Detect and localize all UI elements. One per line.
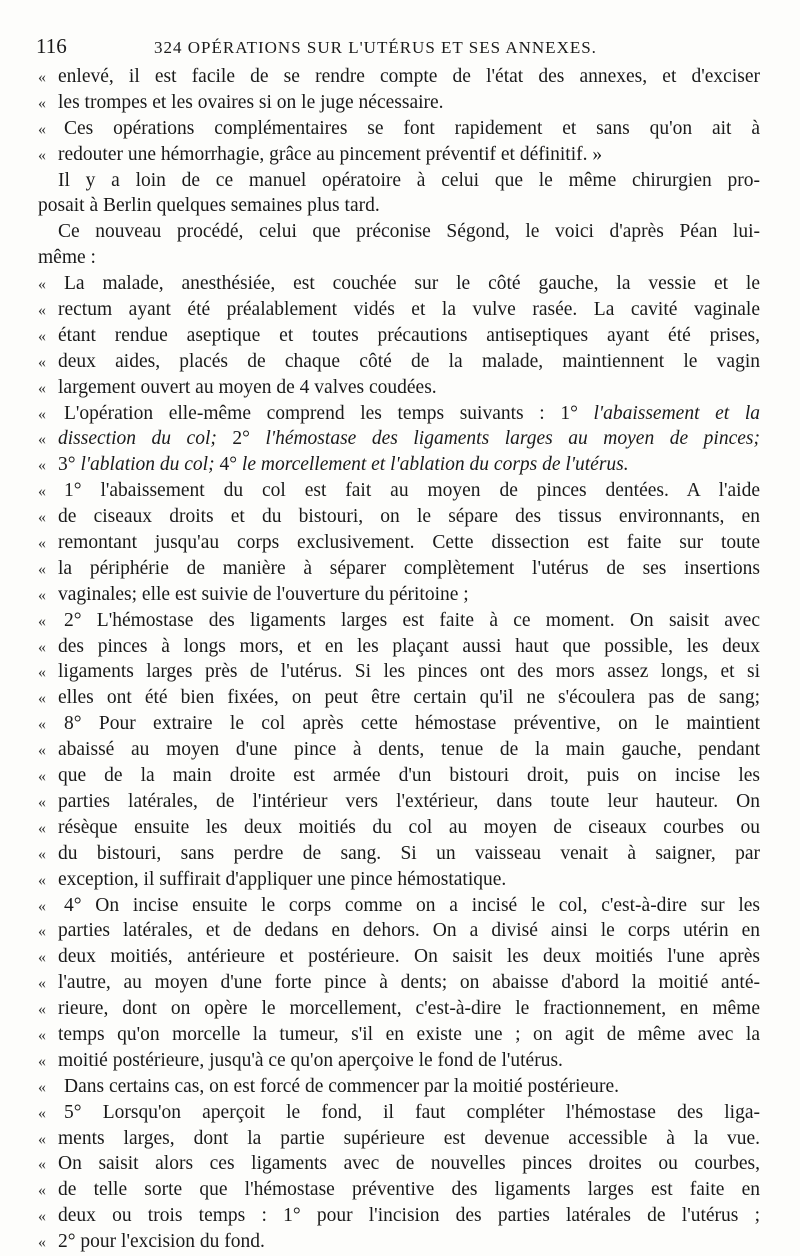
line-text: moitié postérieure, jusqu'à ce qu'on aperçoive le fond de l'utérus. — [58, 1049, 563, 1071]
line-text: remontant jusqu'au corps exclusivement. Cette dissection est faite sur toute — [58, 532, 760, 554]
line-text: 5° Lorsqu'on aperçoit le fond, il faut compléter l'hémostase des liga- — [64, 1101, 760, 1123]
text-line — [38, 1229, 760, 1255]
line-text: deux ou trois temps : 1° pour l'incision des parties latérales de l'utérus ; — [58, 1205, 760, 1227]
quote-mark: « — [38, 1234, 46, 1252]
text-line — [38, 452, 760, 478]
text-line — [38, 426, 760, 452]
text-line — [38, 582, 760, 608]
body-text — [38, 64, 760, 1255]
line-text: de ciseaux droits et du bistouri, on le sépare des tissus environnants, en — [58, 506, 760, 528]
text-line — [38, 659, 760, 685]
text-line — [38, 711, 760, 737]
line-text: Ces opérations complémentaires se font rapidement et sans qu'on ait à — [64, 117, 760, 139]
line-text: étant rendue aseptique et toutes précautions antiseptiques ayant été prises, — [58, 324, 760, 346]
text-line — [38, 297, 760, 323]
quote-mark: « — [38, 949, 46, 967]
text-line — [38, 893, 760, 919]
line-text: ments larges, dont la partie supérieure est devenue accessible à la vue. — [58, 1127, 760, 1149]
line-text: parties latérales, de l'intérieur vers l'extérieur, dans toute leur hauteur. On — [58, 790, 760, 812]
line-text: les trompes et les ovaires si on le juge nécessaire. — [58, 91, 444, 113]
text-line — [38, 323, 760, 349]
line-text: Dans certains cas, on est forcé de commencer par la moitié postérieure. — [64, 1075, 619, 1097]
line-text: des pinces à longs mors, et en les plaçant aussi haut que possible, les deux — [58, 635, 760, 657]
line-text: On saisit alors ces ligaments avec de nouvelles pinces droites ou courbes, — [58, 1153, 760, 1175]
text-line — [38, 815, 760, 841]
text-line — [38, 634, 760, 660]
text-line — [38, 1177, 760, 1203]
quote-mark: « — [38, 353, 46, 371]
text-line — [38, 685, 760, 711]
text-line — [38, 245, 760, 271]
quote-mark: « — [38, 1001, 46, 1019]
line-text: dissection du col; 2° l'hémostase des ligaments larges au moyen de pinces; — [58, 428, 760, 450]
quote-mark: « — [38, 742, 46, 760]
text-line — [38, 116, 760, 142]
quote-mark: « — [38, 845, 46, 863]
quote-mark: « — [38, 146, 46, 164]
text-line — [38, 1203, 760, 1229]
text-line — [38, 64, 760, 90]
line-text: que de la main droite est armée d'un bistouri droit, puis on incise les — [58, 765, 760, 787]
text-line — [38, 970, 760, 996]
text-line — [38, 478, 760, 504]
line-text: L'opération elle-même comprend les temps suivants : 1° l'abaissement et la — [64, 402, 760, 424]
quote-mark: « — [38, 483, 46, 501]
text-line — [38, 1074, 760, 1100]
quote-mark: « — [38, 1208, 46, 1226]
text-line — [38, 1126, 760, 1152]
quote-mark: « — [38, 871, 46, 889]
line-text: du bistouri, sans perdre de sang. Si un vaisseau venait à saigner, par — [58, 842, 760, 864]
line-text: parties latérales, et de dedans en dehors. On a divisé ainsi le corps utérin en — [58, 920, 760, 942]
line-text: temps qu'on morcelle la tumeur, s'il en existe une ; on agit de même avec la — [58, 1023, 760, 1045]
text-line — [38, 504, 760, 530]
text-line — [38, 944, 760, 970]
quote-mark: « — [38, 638, 46, 656]
quote-mark: « — [38, 1182, 46, 1200]
line-text: la périphérie de manière à séparer complètement l'utérus de ses insertions — [58, 557, 760, 579]
text-line — [38, 375, 760, 401]
quote-mark: « — [38, 1026, 46, 1044]
line-text: deux aides, placés de chaque côté de la malade, maintiennent le vagin — [58, 350, 760, 372]
text-line — [38, 763, 760, 789]
text-line — [38, 918, 760, 944]
quote-mark: « — [38, 819, 46, 837]
text-line — [38, 193, 760, 219]
line-text: enlevé, il est facile de se rendre compte de l'état des annexes, et d'exciser — [58, 66, 760, 87]
quote-mark: « — [38, 1156, 46, 1174]
page-number: 116 — [36, 34, 67, 58]
line-text: rieure, dont on opère le morcellement, c'est-à-dire le fractionnement, en même — [58, 998, 760, 1020]
quote-mark: « — [38, 379, 46, 397]
text-line — [38, 608, 760, 634]
quote-mark: « — [38, 768, 46, 786]
text-line — [38, 90, 760, 116]
text-line — [38, 1048, 760, 1074]
quote-mark: « — [38, 975, 46, 993]
quote-mark: « — [38, 535, 46, 553]
quote-mark: « — [38, 1130, 46, 1148]
text-line — [38, 1151, 760, 1177]
page-header — [36, 34, 760, 68]
line-text: ligaments larges près de l'utérus. Si les pinces ont des mors assez longs, et si — [58, 661, 760, 683]
quote-mark: « — [38, 302, 46, 320]
line-text: La malade, anesthésiée, est couchée sur le côté gauche, la vessie et le — [64, 273, 760, 295]
line-text: largement ouvert au moyen de 4 valves coudées. — [58, 376, 437, 398]
line-text: elles ont été bien fixées, on peut être certain qu'il ne s'écoulera pas de sang; — [58, 687, 760, 709]
quote-mark: « — [38, 327, 46, 345]
text-line — [38, 789, 760, 815]
text-line — [38, 841, 760, 867]
quote-mark: « — [38, 1052, 46, 1070]
line-text: Il y a loin de ce manuel opératoire à celui que le même chirurgien pro- — [58, 169, 760, 191]
line-text: Ce nouveau procédé, celui que préconise Ségond, le voici d'après Péan lui- — [58, 221, 760, 243]
text-line — [38, 1022, 760, 1048]
text-line — [38, 530, 760, 556]
line-text: 4° On incise ensuite le corps comme on a incisé le col, c'est-à-dire sur les — [64, 894, 760, 916]
quote-mark: « — [38, 612, 46, 630]
quote-mark: « — [38, 457, 46, 475]
line-text: 1° l'abaissement du col est fait au moyen de pinces dentées. A l'aide — [64, 480, 760, 502]
text-line — [38, 219, 760, 245]
line-text: de telle sorte que l'hémostase préventive des ligaments larges est faite en — [58, 1179, 760, 1201]
line-text: redouter une hémorrhagie, grâce au pincement préventif et définitif. » — [58, 143, 603, 165]
line-text: même : — [38, 247, 96, 269]
line-text: résèque ensuite les deux moitiés du col au moyen de ciseaux courbes ou — [58, 816, 760, 838]
quote-mark: « — [38, 793, 46, 811]
line-text: 2° pour l'excision du fond. — [58, 1231, 265, 1253]
quote-mark: « — [38, 1078, 46, 1096]
line-text: abaissé au moyen d'une pince à dents, tenue de la main gauche, pendant — [58, 739, 760, 761]
line-text: vaginales; elle est suivie de l'ouverture du péritoine ; — [58, 583, 469, 605]
line-text: rectum ayant été préalablement vidés et la vulve rasée. La cavité vaginale — [58, 299, 760, 321]
running-title: 324 OPÉRATIONS SUR L'UTÉRUS ET SES ANNEXES. — [154, 38, 597, 57]
text-line — [38, 1100, 760, 1126]
quote-mark: « — [38, 431, 46, 449]
line-text: 8° Pour extraire le col après cette hémostase préventive, on le maintient — [64, 713, 760, 735]
quote-mark: « — [38, 120, 46, 138]
quote-mark: « — [38, 276, 46, 294]
quote-mark: « — [38, 509, 46, 527]
quote-mark: « — [38, 586, 46, 604]
quote-mark: « — [38, 69, 46, 86]
text-line — [38, 142, 760, 168]
quote-mark: « — [38, 560, 46, 578]
text-line — [38, 737, 760, 763]
text-line — [38, 996, 760, 1022]
text-line — [38, 271, 760, 297]
text-line — [38, 401, 760, 427]
line-text: 3° l'ablation du col; 4° le morcellement et l'ablation du corps de l'utérus. — [58, 454, 629, 476]
line-text: l'autre, au moyen d'une forte pince à dents; on abaisse d'abord la moitié anté- — [58, 972, 760, 994]
line-text: 2° L'hémostase des ligaments larges est faite à ce moment. On saisit avec — [64, 609, 760, 631]
quote-mark: « — [38, 94, 46, 112]
text-line — [38, 349, 760, 375]
quote-mark: « — [38, 690, 46, 708]
line-text: deux moitiés, antérieure et postérieure. On saisit les deux moitiés l'une après — [58, 946, 760, 968]
line-text: exception, il suffirait d'appliquer une pince hémostatique. — [58, 868, 507, 890]
quote-mark: « — [38, 923, 46, 941]
quote-mark: « — [38, 664, 46, 682]
quote-mark: « — [38, 897, 46, 915]
quote-mark: « — [38, 405, 46, 423]
quote-mark: « — [38, 1104, 46, 1122]
text-line — [38, 867, 760, 893]
quote-mark: « — [38, 716, 46, 734]
line-text: posait à Berlin quelques semaines plus tard. — [38, 195, 380, 217]
text-line — [38, 556, 760, 582]
text-line — [38, 168, 760, 194]
